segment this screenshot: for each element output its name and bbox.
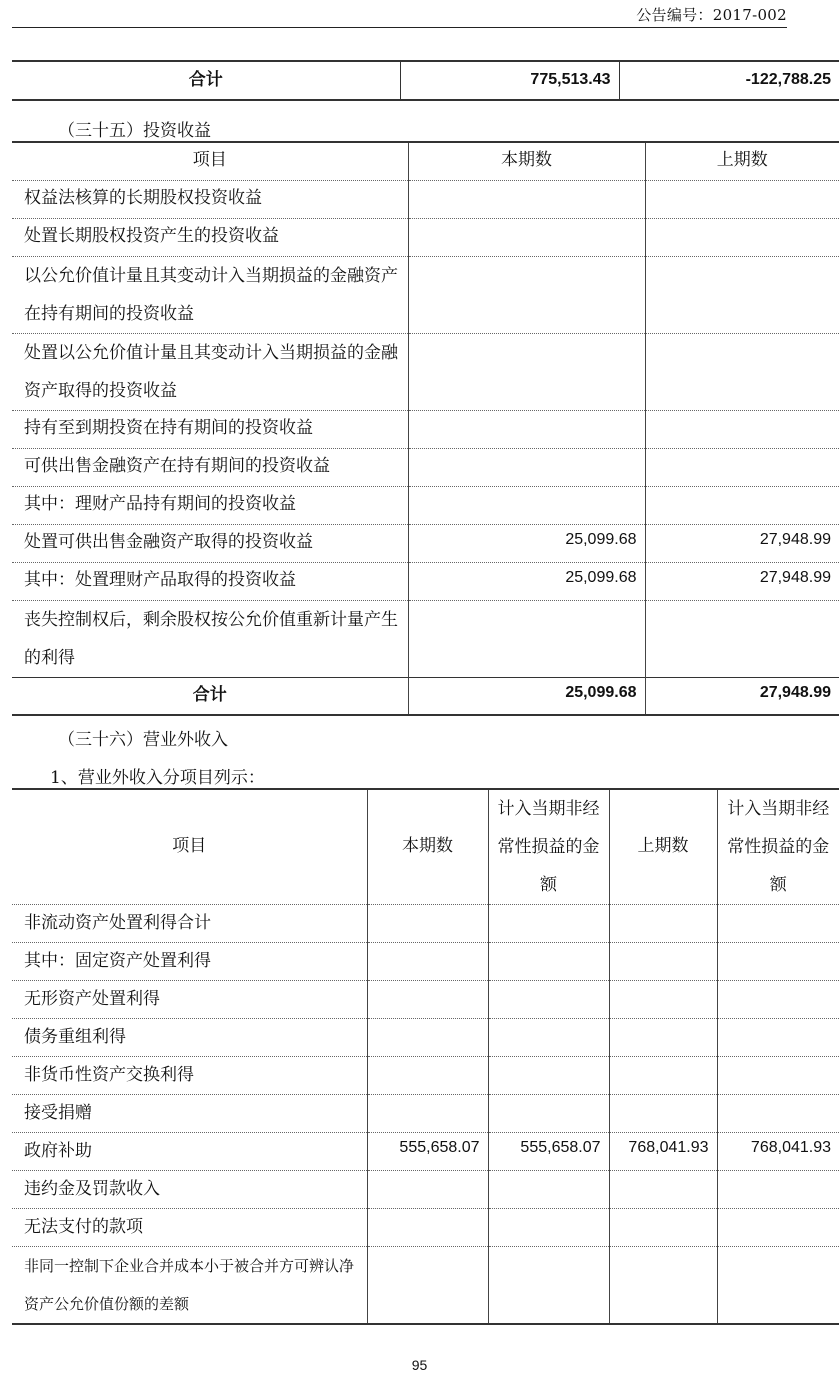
table-total-row [12,677,839,715]
row-label: 其中：理财产品持有期间的投资收益 [12,486,408,524]
row-current-nonrecurring: 555,658.07 [488,1133,609,1171]
section-36-title: （三十六）营业外收入 [58,730,228,750]
col-header-current-nonrecurring: 计入当期非经常性损益的金额 [488,789,609,905]
row-current-nonrecurring [488,1095,609,1133]
row-previous-nonrecurring [717,1247,839,1325]
table-row [12,600,839,677]
table-row [12,1209,839,1247]
row-label: 其中：固定资产处置利得 [12,943,367,981]
row-previous [645,180,839,218]
row-previous-nonrecurring [717,1095,839,1133]
table-row [12,943,839,981]
row-label: 权益法核算的长期股权投资收益 [12,180,408,218]
table-row [12,562,839,600]
row-current [408,600,645,677]
row-label: 可供出售金融资产在持有期间的投资收益 [12,448,408,486]
table-row [12,410,839,448]
row-label: 债务重组利得 [12,1019,367,1057]
table-row [12,486,839,524]
non-operating-income-table [12,788,839,1325]
row-previous: 27,948.99 [645,562,839,600]
row-current [367,981,488,1019]
row-previous [645,448,839,486]
row-previous [645,218,839,256]
row-previous [645,410,839,448]
row-label: 处置长期股权投资产生的投资收益 [12,218,408,256]
section-36-subtitle: 1、营业外收入分项目列示： [50,768,265,788]
row-previous [609,981,717,1019]
page-number: 95 [411,1357,428,1373]
row-previous [609,1209,717,1247]
col-header-previous-nonrecurring: 计入当期非经常性损益的金额 [717,789,839,905]
table-row [12,1133,839,1171]
row-label: 接受捐赠 [12,1095,367,1133]
row-label: 无形资产处置利得 [12,981,367,1019]
section-35-title: （三十五）投资收益 [58,121,211,141]
row-current [367,1171,488,1209]
row-previous-nonrecurring [717,905,839,943]
table-row [12,1057,839,1095]
row-previous [645,333,839,410]
announcement-number: 公告编号：2017-002 [636,6,787,24]
row-current-nonrecurring [488,1171,609,1209]
table-row [12,61,839,100]
row-current-nonrecurring [488,905,609,943]
col-header-current: 本期数 [367,789,488,905]
row-current [408,486,645,524]
col-header-previous: 上期数 [609,789,717,905]
row-label: 非同一控制下企业合并成本小于被合并方可辨认净资产公允价值份额的差额 [24,1257,355,1313]
row-previous-nonrecurring [717,1171,839,1209]
table-row [12,218,839,256]
row-current [408,333,645,410]
total-current: 25,099.68 [408,677,645,715]
row-current-nonrecurring [488,1247,609,1325]
row-current [408,180,645,218]
row-current [367,1247,488,1325]
previous-table-total [12,60,839,101]
row-current-nonrecurring [488,943,609,981]
row-label: 政府补助 [12,1133,367,1171]
row-previous: 768,041.93 [609,1133,717,1171]
row-label: 其中：处置理财产品取得的投资收益 [12,562,408,600]
row-current: 555,658.07 [367,1133,488,1171]
total-label: 合计 [12,61,400,100]
row-previous-nonrecurring [717,1209,839,1247]
row-previous [645,600,839,677]
table-row [12,333,839,410]
total-previous: 27,948.99 [645,677,839,715]
row-previous [609,905,717,943]
row-label: 丧失控制权后，剩余股权按公允价值重新计量产生的利得 [12,600,408,677]
row-previous [609,1019,717,1057]
row-label: 处置以公允价值计量且其变动计入当期损益的金融资产取得的投资收益 [12,333,408,410]
row-label: 以公允价值计量且其变动计入当期损益的金融资产在持有期间的投资收益 [12,256,408,333]
row-current [367,943,488,981]
row-current [367,1095,488,1133]
row-previous [609,1247,717,1325]
row-previous-nonrecurring: 768,041.93 [717,1133,839,1171]
row-label: 持有至到期投资在持有期间的投资收益 [12,410,408,448]
row-current-nonrecurring [488,1057,609,1095]
row-current [367,905,488,943]
header-rule [12,27,787,28]
total-current: 775,513.43 [400,61,619,100]
table-row [12,180,839,218]
row-previous [609,1095,717,1133]
row-current [408,218,645,256]
row-previous [609,1057,717,1095]
table-row [12,981,839,1019]
col-header-item: 项目 [12,142,408,180]
row-current-nonrecurring [488,1209,609,1247]
row-current-nonrecurring [488,981,609,1019]
row-current [367,1019,488,1057]
row-previous: 27,948.99 [645,524,839,562]
table-row [12,1019,839,1057]
table-header-row [12,142,839,180]
row-current [408,448,645,486]
row-previous [645,256,839,333]
row-current: 25,099.68 [408,524,645,562]
table-row [12,1095,839,1133]
row-previous-nonrecurring [717,943,839,981]
row-current [367,1209,488,1247]
investment-income-table [12,141,839,716]
table-row [12,524,839,562]
row-previous-nonrecurring [717,1019,839,1057]
table-row [12,905,839,943]
row-current-nonrecurring [488,1019,609,1057]
total-previous: -122,788.25 [619,61,839,100]
row-label: 处置可供出售金融资产取得的投资收益 [12,524,408,562]
total-label: 合计 [12,677,408,715]
row-previous-nonrecurring [717,1057,839,1095]
row-label: 非货币性资产交换利得 [12,1057,367,1095]
table-row [12,256,839,333]
row-current [408,256,645,333]
table-row [12,448,839,486]
row-previous [609,943,717,981]
col-header-current: 本期数 [408,142,645,180]
table-header-row [12,789,839,905]
table-row [12,1171,839,1209]
row-current [408,410,645,448]
row-previous [609,1171,717,1209]
row-label: 违约金及罚款收入 [12,1171,367,1209]
col-header-item: 项目 [12,789,367,905]
table-row [12,1247,839,1325]
row-label: 非流动资产处置利得合计 [12,905,367,943]
row-current: 25,099.68 [408,562,645,600]
row-previous-nonrecurring [717,981,839,1019]
col-header-previous: 上期数 [645,142,839,180]
row-current [367,1057,488,1095]
row-previous [645,486,839,524]
row-label: 无法支付的款项 [12,1209,367,1247]
